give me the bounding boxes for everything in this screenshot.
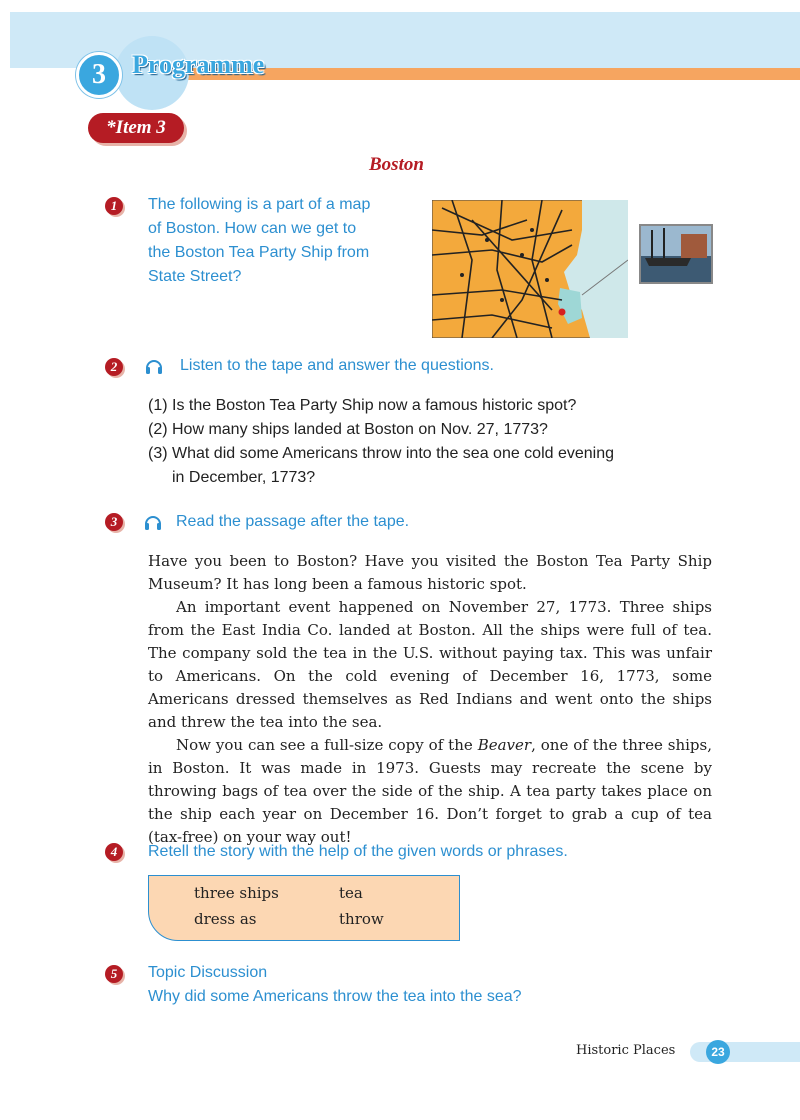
reading-passage xyxy=(148,550,712,849)
section-1-line: of Boston. How can we get to xyxy=(148,220,357,237)
passage-paragraph: Have you been to Boston? Have you visited the Boston Tea Party Ship Museum? It has long been a famous historic spot. xyxy=(148,552,712,593)
unit-number-badge: 3 xyxy=(76,52,122,98)
boston-map xyxy=(432,200,628,338)
section-4-instruction: Retell the story with the help of the given words or phrases. xyxy=(148,843,568,860)
item-badge: *Item 3 xyxy=(88,113,184,143)
ship-photo xyxy=(639,224,713,284)
word-item: dress as xyxy=(194,910,257,928)
passage-text: , one of the three ships, xyxy=(531,736,712,754)
passage-paragraph xyxy=(148,734,712,849)
section-1-line: The following is a part of a map xyxy=(148,196,371,213)
section-2-instruction: Listen to the tape and answer the questions. xyxy=(180,357,494,374)
question-list xyxy=(148,394,708,490)
section-1-text xyxy=(148,193,378,289)
headphone-icon xyxy=(144,356,164,376)
section-5-title: Topic Discussion xyxy=(148,964,268,981)
passage-text: Now you can see a full-size copy of the xyxy=(176,736,478,754)
section-number-1: 1 xyxy=(105,197,123,215)
passage-text: in Boston. It was made in 1973. Guests may recreate the scene by throwing bags of tea over the side of the ship. A tea party takes place on the ship each year on December 16. Don’t forget to grab a cup of tea (tax-free) on your way out! xyxy=(148,759,712,846)
passage-paragraph: An important event happened on November 27, 1773. Three ships from the East India Co. landed at Boston. All the ships were full of tea. The company sold the tea in the U.S. without paying tax. This was unfair to Americans. On the cold evening of December 16, 1773, some Americans dressed themselves as Red Indians and went onto the ships and threw the tea into the sea. xyxy=(148,598,712,731)
word-item: throw xyxy=(339,910,384,928)
section-number-2: 2 xyxy=(105,358,123,376)
ship-name: Beaver xyxy=(477,736,532,754)
question-item: (1) Is the Boston Tea Party Ship now a famous historic spot? xyxy=(148,397,577,414)
question-item: in December, 1773? xyxy=(172,469,316,486)
section-3-instruction: Read the passage after the tape. xyxy=(176,513,410,530)
headphone-icon xyxy=(143,512,163,532)
section-number-3: 3 xyxy=(105,513,123,531)
section-title: Programme xyxy=(132,50,265,79)
footer-label: Historic Places xyxy=(576,1043,676,1058)
word-box xyxy=(148,875,460,941)
question-item: (2) How many ships landed at Boston on Nov. 27, 1773? xyxy=(148,421,548,438)
page-number: 23 xyxy=(706,1040,730,1064)
section-1-line: State Street? xyxy=(148,268,242,285)
word-item: tea xyxy=(339,884,363,902)
question-item: (3) What did some Americans throw into the sea one cold evening xyxy=(148,445,615,462)
word-item: three ships xyxy=(194,884,279,902)
section-number-4: 4 xyxy=(105,843,123,861)
section-5-question: Why did some Americans throw the tea into the sea? xyxy=(148,988,522,1005)
section-number-5: 5 xyxy=(105,965,123,983)
page-title: Boston xyxy=(369,154,424,175)
section-1-line: the Boston Tea Party Ship from xyxy=(148,244,370,261)
